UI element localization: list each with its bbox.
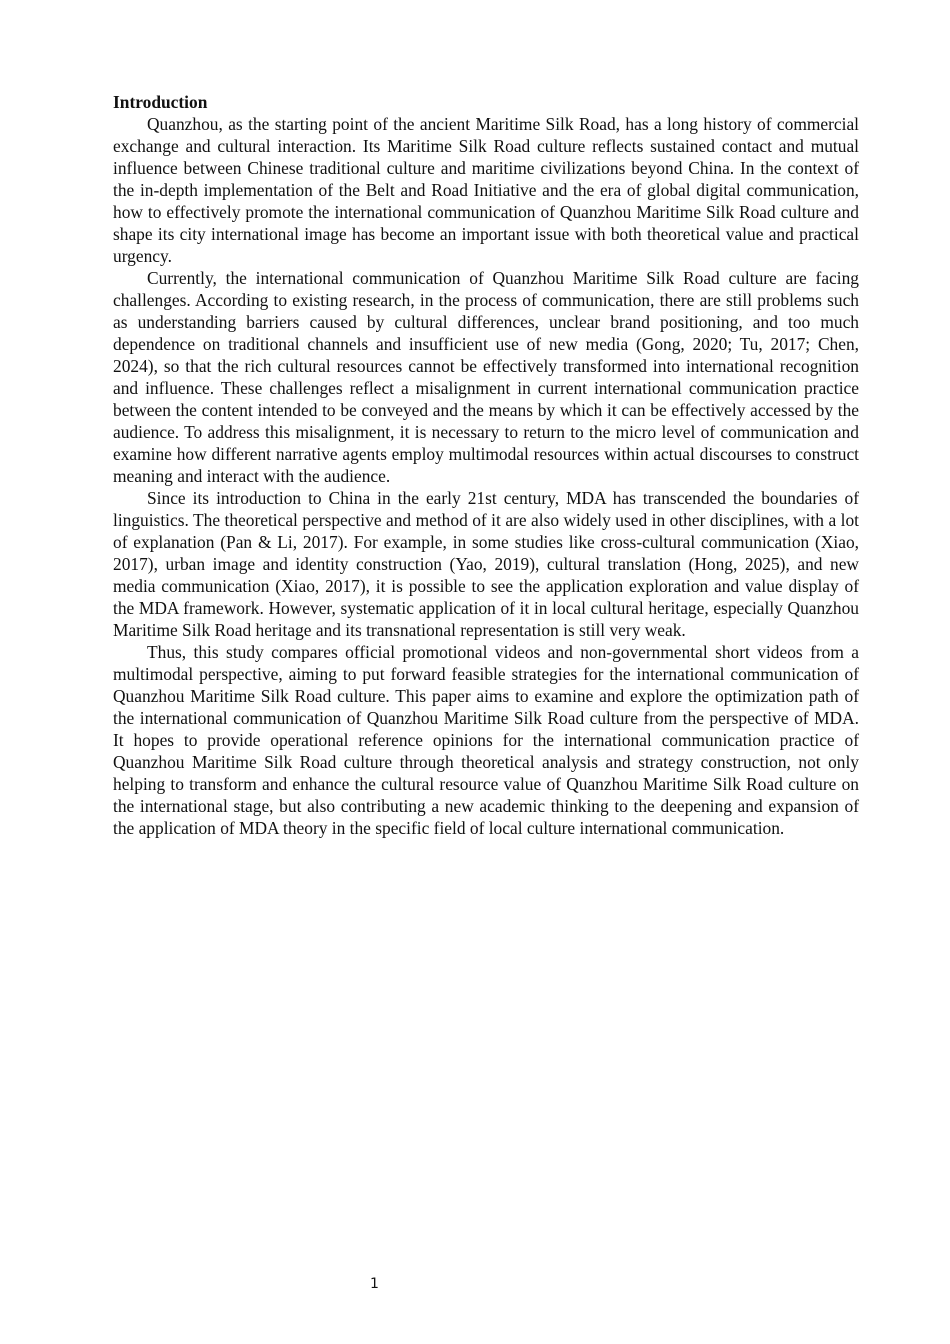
paragraph: Currently, the international communication of Quanzhou Maritime Silk Road culture are facing challenges. According to existing research, in the process of communication, there are still problems such as understanding barriers caused by cultural differences, unclear brand positioning, and too much dependence on traditional channels and insufficient use of new media (Gong, 2020; Tu, 2017; Chen, 2024), so that the rich cultural resources cannot be effectively transformed into international recognition and influence. These challenges reflect a misalignment in current international communication practice between the content intended to be conveyed and the means by which it can be effectively accessed by the audience. To address this misalignment, it is necessary to return to the micro level of communication and examine how different narrative agents employ multimodal resources within actual discourses to construct meaning and interact with the audience.	[113, 268, 859, 486]
paragraph: Since its introduction to China in the early 21st century, MDA has transcended the boundaries of linguistics. The theoretical perspective and method of it are also widely used in other disciplines, with a lot of explanation (Pan & Li, 2017). For example, in some studies like cross-cultural communication (Xiao, 2017), urban image and identity construction (Yao, 2019), cultural translation (Hong, 2025), and new media communication (Xiao, 2017), it is possible to see the application exploration and value display of the MDA framework. However, systematic application of it in local cultural heritage, especially Quanzhou Maritime Silk Road heritage and its transnational representation is still very weak.	[113, 488, 859, 640]
body-text	[113, 91, 859, 839]
paragraph: Quanzhou, as the starting point of the ancient Maritime Silk Road, has a long history of commercial exchange and cultural interaction. Its Maritime Silk Road culture reflects sustained contact and mutual influence between Chinese traditional culture and maritime civilizations beyond China. In the context of the in-depth implementation of the Belt and Road Initiative and the era of global digital communication, how to effectively promote the international communication of Quanzhou Maritime Silk Road culture and shape its city international image has become an important issue with both theoretical value and practical urgency.	[113, 114, 859, 266]
paragraph: Thus, this study compares official promotional videos and non-governmental short videos from a multimodal perspective, aiming to put forward feasible strategies for the international communication of Quanzhou Maritime Silk Road culture. This paper aims to examine and explore the optimization path of the international communication of Quanzhou Maritime Silk Road culture from the perspective of MDA. It hopes to provide operational reference opinions for the international communication practice of Quanzhou Maritime Silk Road culture through theoretical analysis and strategy construction, not only helping to transform and enhance the cultural resource value of Quanzhou Maritime Silk Road culture on the international stage, but also contributing a new academic thinking to the deepening and expansion of the application of MDA theory in the specific field of local culture international communication.	[113, 642, 859, 838]
page-number: 1	[370, 1276, 379, 1292]
section-heading: Introduction	[113, 92, 208, 112]
